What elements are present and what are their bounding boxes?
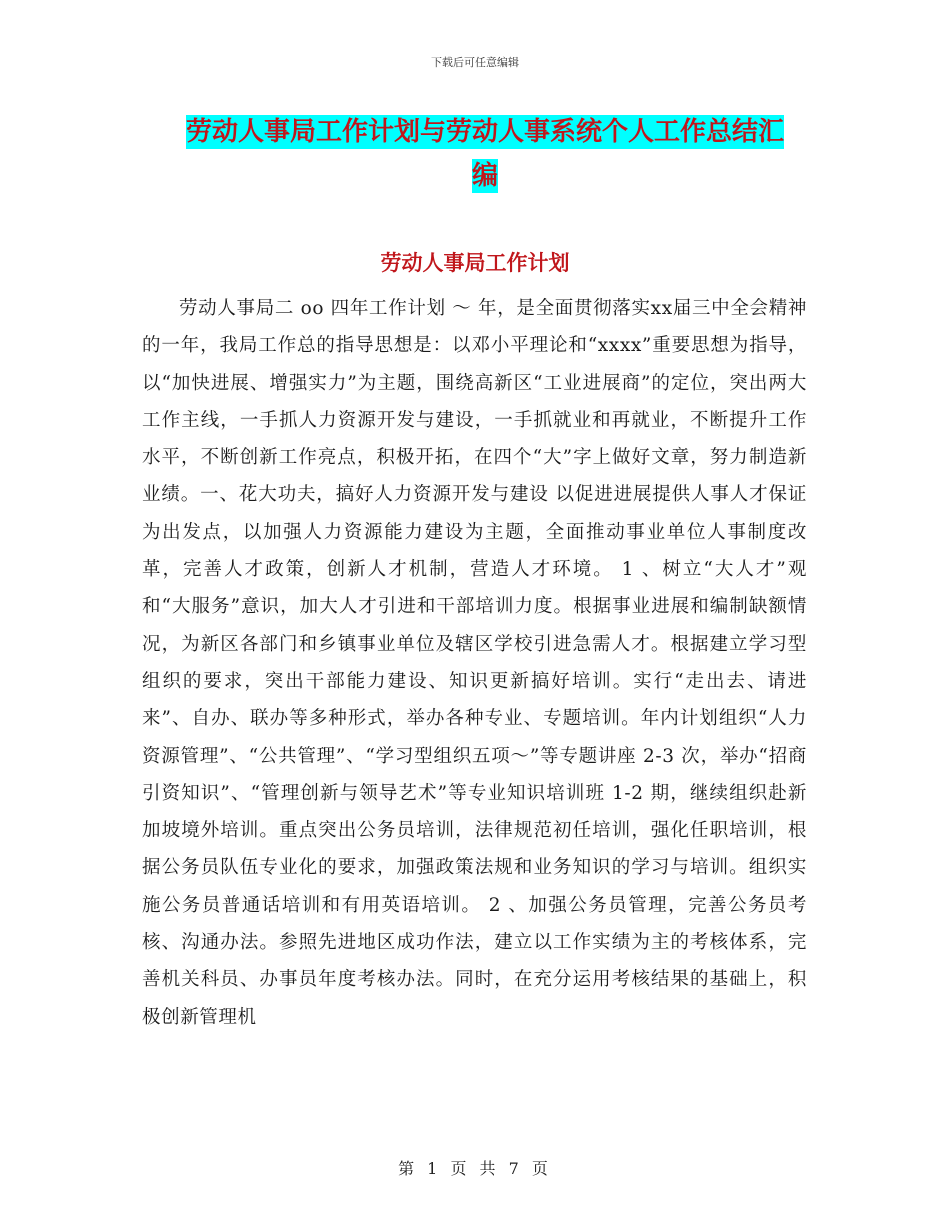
section-title: 劳动人事局工作计划 [380, 251, 570, 275]
header-note: 下载后可任意编辑 [431, 56, 519, 69]
title-line-2: 编 [471, 161, 498, 191]
document-title [150, 110, 820, 198]
body-paragraph: 劳动人事局二 oo 四年工作计划 ～ 年，是全面贯彻落实xx届三中全会精神的一年，我局工作总的指导思想是：以邓小平理论和“xxxx”重要思想为指导，以“加快进展、增强实力”为主题，围绕高新区“工业进展商”的定位，突出两大工作主线，一手抓人力资源开发与建设，一手抓就业和再就业，不断提升工作水平，不断创新工作亮点，积极开拓，在四个“大”字上做好文章，努力制造新业绩。一、花大功夫，搞好人力资源开发与建设 以促进进展提供人事人才保证为出发点，以加强人力资源能力建设为主题，全面推动事业单位人事制度改革，完善人才政策，创新人才机制，营造人才环境。 1 、树立“大人才”观和“大服务”意识，加大人才引进和干部培训力度。根据事业进展和编制缺额情况，为新区各部门和乡镇事业单位及辖区学校引进急需人才。根据建立学习型组织的要求，突出干部能力建设、知识更新搞好培训。实行“走出去、请进来”、自办、联办等多种形式，举办各种专业、专题培训。年内计划组织“人力资源管理”、“公共管理”、“学习型组织五项～”等专题讲座 2-3 次，举办“招商引资知识”、“管理创新与领导艺术”等专业知识培训班 1-2 期，继续组织赴新加坡境外培训。重点突出公务员培训，法律规范初任培训，强化任职培训，根据公务员队伍专业化的要求，加强政策法规和业务知识的学习与培训。组织实施公务员普通话培训和有用英语培训。 2 、加强公务员管理，完善公务员考核、沟通办法。参照先进地区成功作法，建立以工作实绩为主的考核体系，完善机关科员、办事员年度考核办法。同时，在充分运用考核结果的基础上，积极创新管理机 [142, 298, 807, 1028]
page-footer: 第 1 页 共 7 页 [398, 1159, 552, 1178]
title-line-1: 劳动人事局工作计划与劳动人事系统个人工作总结汇 [185, 117, 784, 147]
